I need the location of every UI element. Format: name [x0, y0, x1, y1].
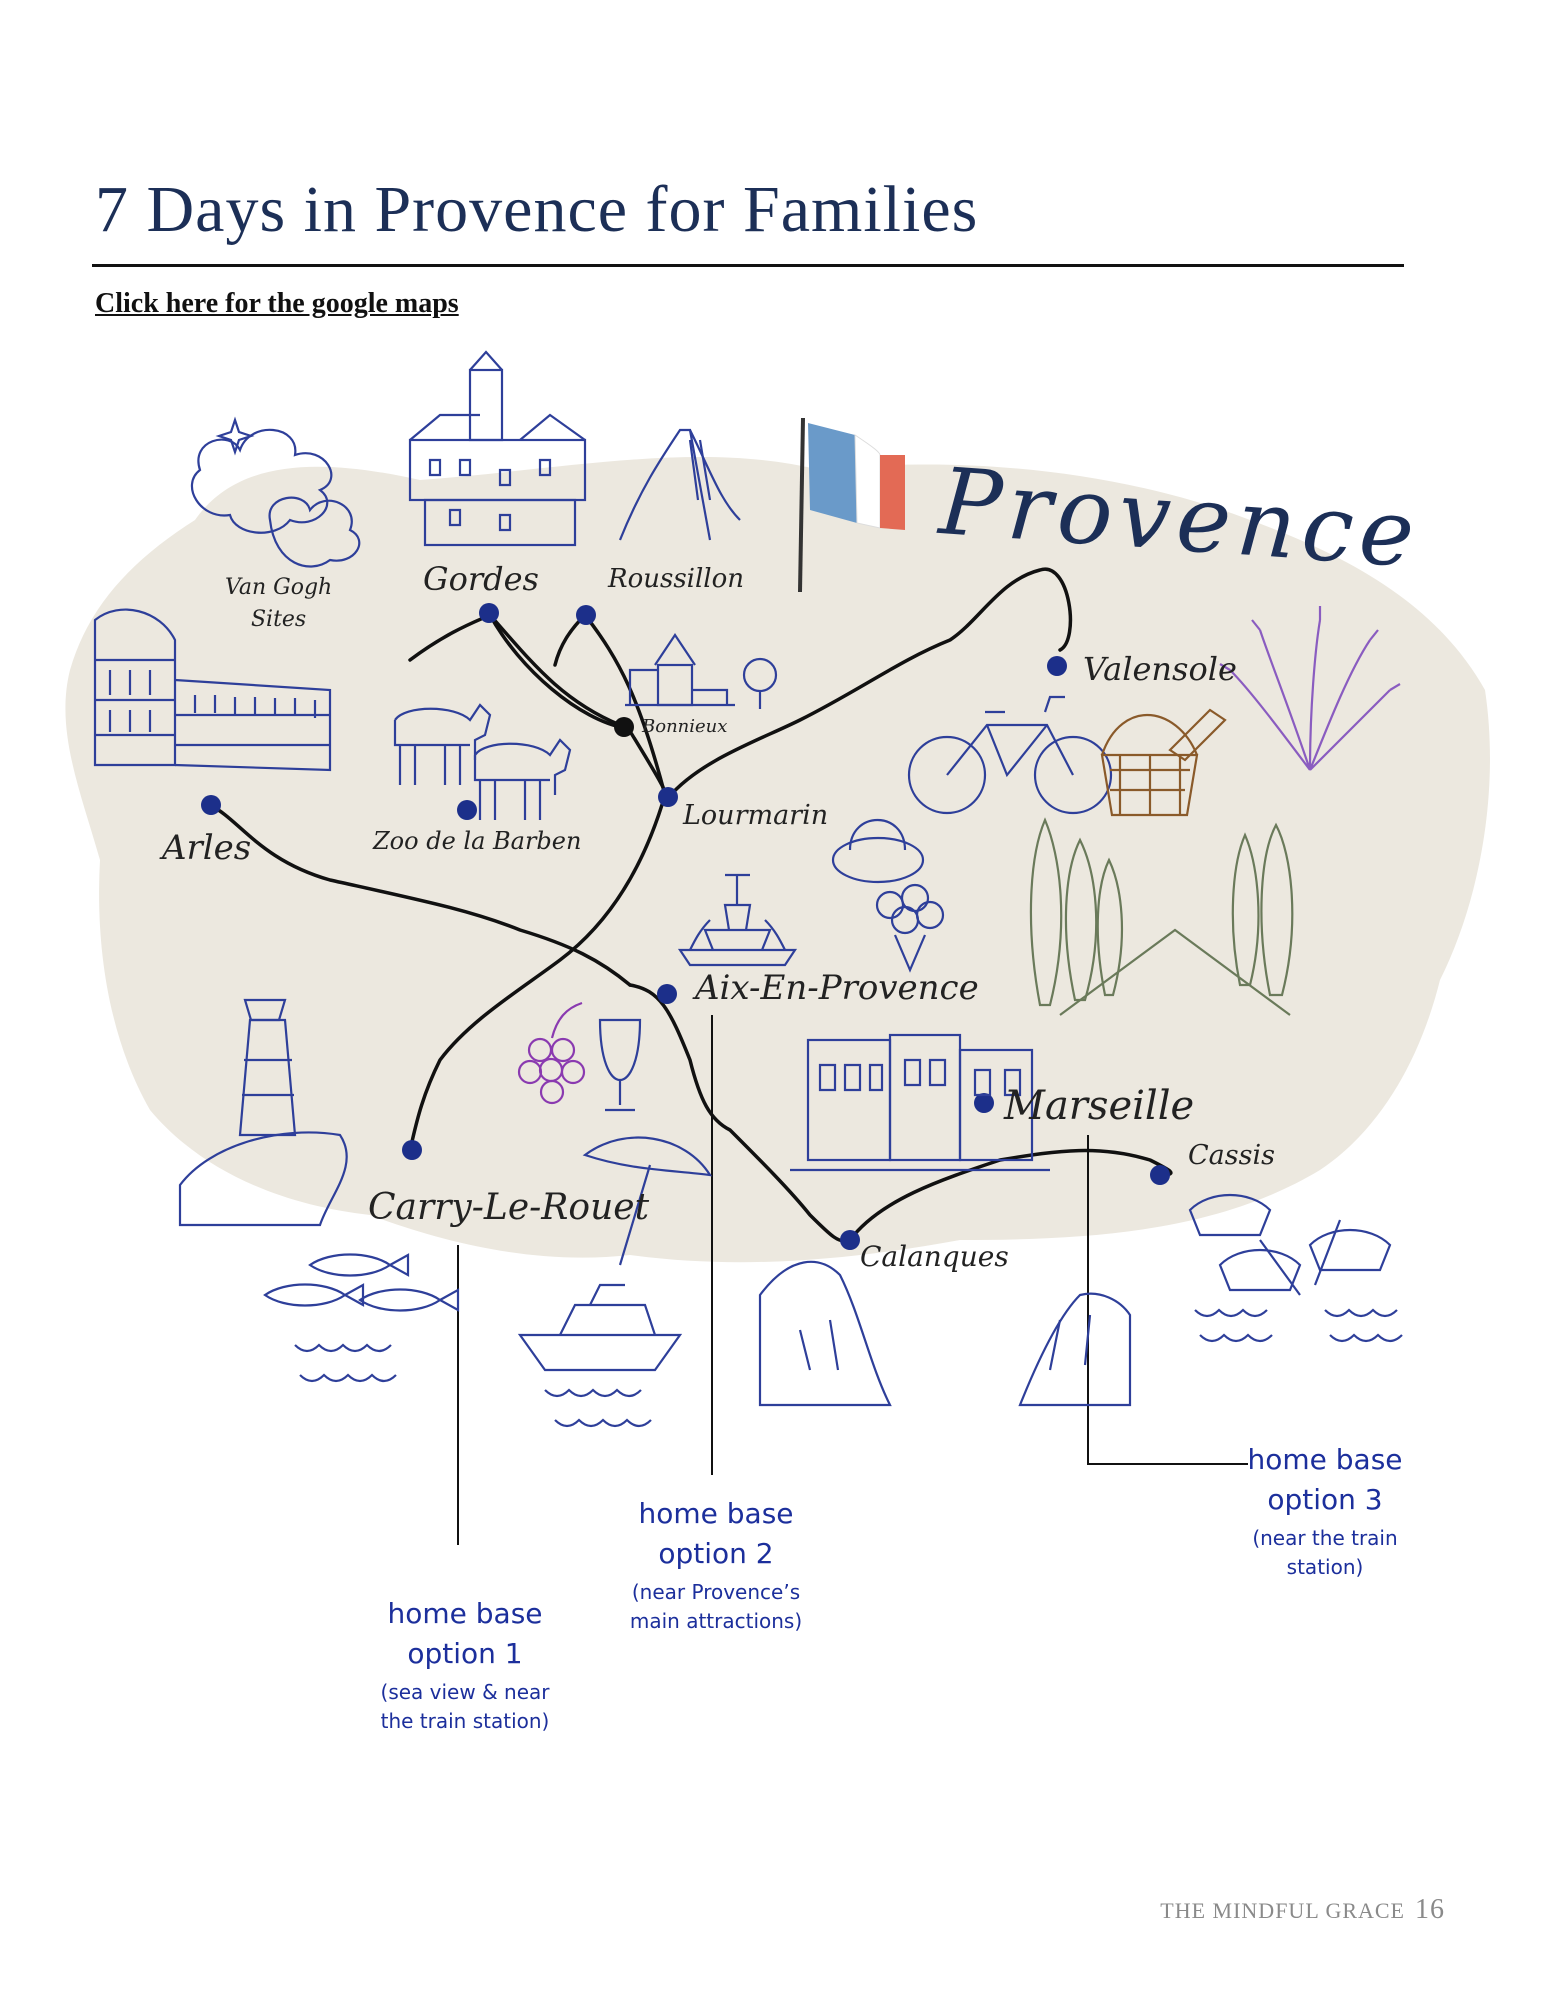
home-base-2-title: home base option 2: [638, 1497, 794, 1570]
label-cassis: Cassis: [1188, 1140, 1275, 1171]
label-arles: Arles: [162, 828, 252, 868]
footer: [1160, 1894, 1445, 1926]
yacht-icon: [520, 1285, 680, 1370]
label-aix-en-provence: Aix-En-Provence: [695, 968, 979, 1008]
label-gordes: Gordes: [423, 560, 539, 598]
marker-roussillon: [576, 605, 596, 625]
marker-zoo: [457, 800, 477, 820]
label-calanques: Calanques: [860, 1240, 1009, 1273]
home-base-option-2: [601, 1494, 831, 1636]
marker-bonnieux: [614, 717, 634, 737]
marker-calanques: [840, 1230, 860, 1250]
home-base-2-note: (near Provence’s main attractions): [629, 1580, 803, 1633]
label-carry-le-rouet: Carry-Le-Rouet: [368, 1187, 650, 1228]
home-base-option-1: [350, 1594, 580, 1736]
marker-carry: [402, 1140, 422, 1160]
label-lourmarin: Lourmarin: [683, 800, 829, 831]
label-roussillon: Roussillon: [608, 564, 745, 594]
page-number: 16: [1415, 1894, 1445, 1925]
home-base-3-title: home base option 3: [1247, 1443, 1403, 1516]
label-marseille: Marseille: [1004, 1083, 1195, 1129]
footer-brand: THE MINDFUL GRACE: [1160, 1898, 1405, 1923]
marker-gordes: [479, 603, 499, 623]
marker-lourmarin: [658, 787, 678, 807]
home-base-1-note: (sea view & near the train station): [380, 1680, 550, 1733]
page-title: 7 Days in Provence for Families: [95, 173, 979, 246]
label-zoo-de-la-barben: Zoo de la Barben: [373, 827, 582, 855]
waves-icon: [295, 1310, 1402, 1426]
fish-icon: [265, 1255, 458, 1311]
label-van-gogh-sites: Van Gogh Sites: [225, 575, 333, 632]
marker-arles: [201, 795, 221, 815]
marker-cassis: [1150, 1165, 1170, 1185]
label-bonnieux: Bonnieux: [642, 716, 728, 737]
home-base-1-title: home base option 1: [387, 1597, 543, 1670]
calanques-cliffs-icon: [760, 1262, 1130, 1405]
home-base-option-3: [1210, 1440, 1440, 1582]
label-valensole: Valensole: [1083, 650, 1237, 688]
marker-aix: [657, 984, 677, 1004]
google-maps-link[interactable]: Click here for the google maps: [95, 288, 459, 319]
region-label: Provence: [936, 448, 1424, 589]
marker-valensole: [1047, 656, 1067, 676]
home-base-3-note: (near the train station): [1252, 1526, 1398, 1579]
